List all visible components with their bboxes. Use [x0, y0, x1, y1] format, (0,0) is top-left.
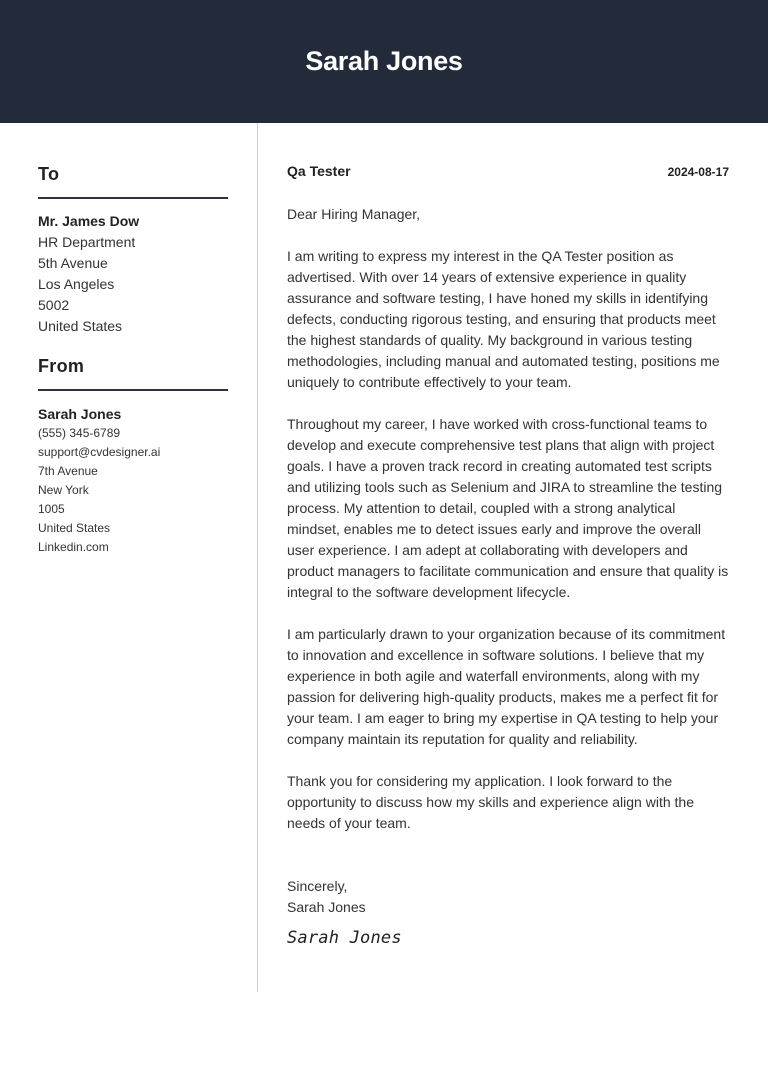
- paragraph-3: I am particularly drawn to your organization because of its commitment to innovation and excellence in software solutions. I believe that my experience in both agile and waterfall environments, along with my passion for delivering high-quality products, makes me a perfect fit for your team. I am eager to bring my expertise in QA testing to help your company maintain its reputation for quality and reliability.: [287, 626, 726, 747]
- recipient-city: Los Angeles: [38, 276, 115, 292]
- recipient-country: United States: [38, 318, 123, 334]
- paragraph-2: Throughout my career, I have worked with cross-functional teams to develop and execute comprehensive test plans that align with project goals. I have a proven track record in creating automated test scripts and utilizing tools such as Selenium and JIRA to streamline the testing process. My attention to detail, coupled with a strong analytical mindset, enables me to detect issues early and improve the overall user experience. I am adept at collaborating with developers and product managers to facilitate communication and ensure that quality is integral to the software development lifecycle.: [287, 416, 729, 600]
- from-section-rule: [38, 389, 228, 391]
- sender-zip: 1005: [38, 502, 65, 516]
- closing: [287, 876, 729, 918]
- sender-country: United States: [38, 521, 111, 535]
- recipient-street: 5th Avenue: [38, 255, 108, 271]
- letter-meta: [287, 163, 729, 179]
- paragraph-4: Thank you for considering my application. I look forward to the opportunity to discuss how my skills and experience align with the needs of your team.: [287, 773, 694, 831]
- sender-website: Linkedin.com: [38, 540, 109, 554]
- job-title: Qa Tester: [287, 163, 351, 179]
- letter-body: [287, 123, 729, 948]
- to-section-rule: [38, 197, 228, 199]
- sender-phone: (555) 345-6789: [38, 426, 121, 440]
- page-title: Sarah Jones: [305, 45, 463, 76]
- recipient-address: [38, 211, 228, 337]
- sender-city: New York: [38, 483, 89, 497]
- closing-name: Sarah Jones: [287, 899, 366, 915]
- letter-date: 2024-08-17: [667, 165, 729, 179]
- header-banner: [0, 0, 768, 123]
- recipient-department: HR Department: [38, 234, 136, 250]
- sender-email: support@cvdesigner.ai: [38, 445, 161, 459]
- recipient-zip: 5002: [38, 297, 70, 313]
- signature: Sarah Jones: [287, 928, 402, 948]
- recipient-name: Mr. James Dow: [38, 213, 140, 229]
- closing-phrase: Sincerely,: [287, 878, 348, 894]
- salutation: Dear Hiring Manager,: [287, 206, 421, 222]
- sidebar: [38, 123, 228, 557]
- to-section-title: To: [38, 164, 60, 184]
- sender-name: Sarah Jones: [38, 406, 122, 422]
- from-section-title: From: [38, 356, 85, 376]
- sender-address: [38, 404, 228, 557]
- sender-street: 7th Avenue: [38, 464, 98, 478]
- paragraph-1: I am writing to express my interest in the QA Tester position as advertised. With over 14 years of extensive experience in quality assurance and software testing, I have honed my skills in identifying defects, conducting rigorous testing, and ensuring that products meet the highest standards of quality. My background in various testing methodologies, including manual and automated testing, positions me uniquely to contribute effectively to your team.: [287, 248, 720, 390]
- column-divider: [257, 123, 258, 992]
